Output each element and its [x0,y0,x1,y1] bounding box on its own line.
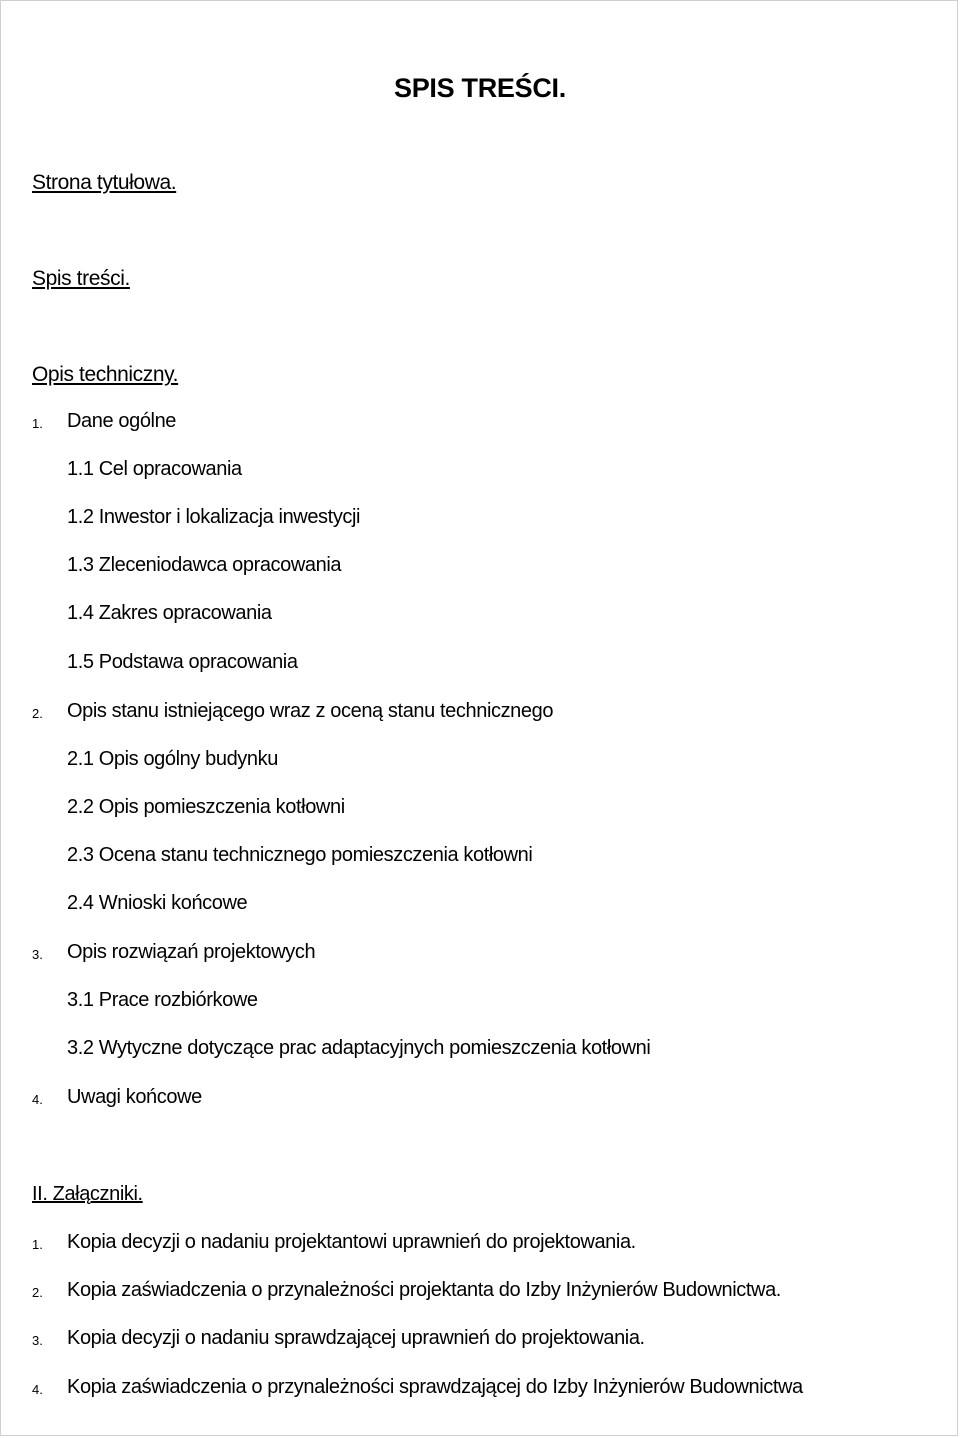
attachment-label: Kopia zaświadczenia o przynależności sprawdzającej do Izby Inżynierów Budownictwa [67,1376,803,1398]
attachment-number: 3. [32,1333,43,1348]
toc-entry-uwagi-koncowe: Uwagi końcowe [67,1086,202,1108]
toc-entry-1-2: 1.2 Inwestor i lokalizacja inwestycji [67,506,361,528]
toc-entry-2-2: 2.2 Opis pomieszczenia kotłowni [67,796,345,818]
attachment-number: 4. [32,1382,43,1397]
toc-entry-3-1: 3.1 Prace rozbiórkowe [67,989,258,1011]
toc-entry-1-1: 1.1 Cel opracowania [67,458,242,480]
link-opis-techniczny[interactable]: Opis techniczny. [32,363,179,386]
section-number: 2. [32,706,43,721]
toc-entry-3-2: 3.2 Wytyczne dotyczące prac adaptacyjnych pomieszczenia kotłowni [67,1037,651,1059]
toc-entry-1-5: 1.5 Podstawa opracowania [67,651,298,673]
toc-entry-2-3: 2.3 Ocena stanu technicznego pomieszczenia kotłowni [67,844,533,866]
toc-entry-1-3: 1.3 Zleceniodawca opracowania [67,554,342,576]
link-zalaczniki[interactable]: II. Załączniki. [32,1183,143,1205]
section-number: 3. [32,947,43,962]
link-spis-tresci[interactable]: Spis treści. [32,267,130,290]
attachment-label: Kopia zaświadczenia o przynależności projektanta do Izby Inżynierów Budownictwa. [67,1279,781,1301]
toc-entry-dane-ogolne: Dane ogólne [67,410,177,432]
toc-entry-1-4: 1.4 Zakres opracowania [67,602,272,624]
page-title: SPIS TREŚCI. [394,73,566,103]
attachment-number: 2. [32,1285,43,1300]
attachment-label: Kopia decyzji o nadaniu sprawdzającej uprawnień do projektowania. [67,1327,645,1349]
section-number: 1. [32,416,43,431]
toc-entry-opis-stanu: Opis stanu istniejącego wraz z oceną stanu technicznego [67,700,554,722]
toc-entry-opis-rozwiazan: Opis rozwiązań projektowych [67,941,316,963]
attachment-label: Kopia decyzji o nadaniu projektantowi uprawnień do projektowania. [67,1231,636,1253]
toc-entry-2-1: 2.1 Opis ogólny budynku [67,748,278,770]
attachment-number: 1. [32,1237,43,1252]
section-number: 4. [32,1092,43,1107]
link-strona-tytulowa[interactable]: Strona tytułowa. [32,171,177,194]
toc-entry-2-4: 2.4 Wnioski końcowe [67,892,248,914]
